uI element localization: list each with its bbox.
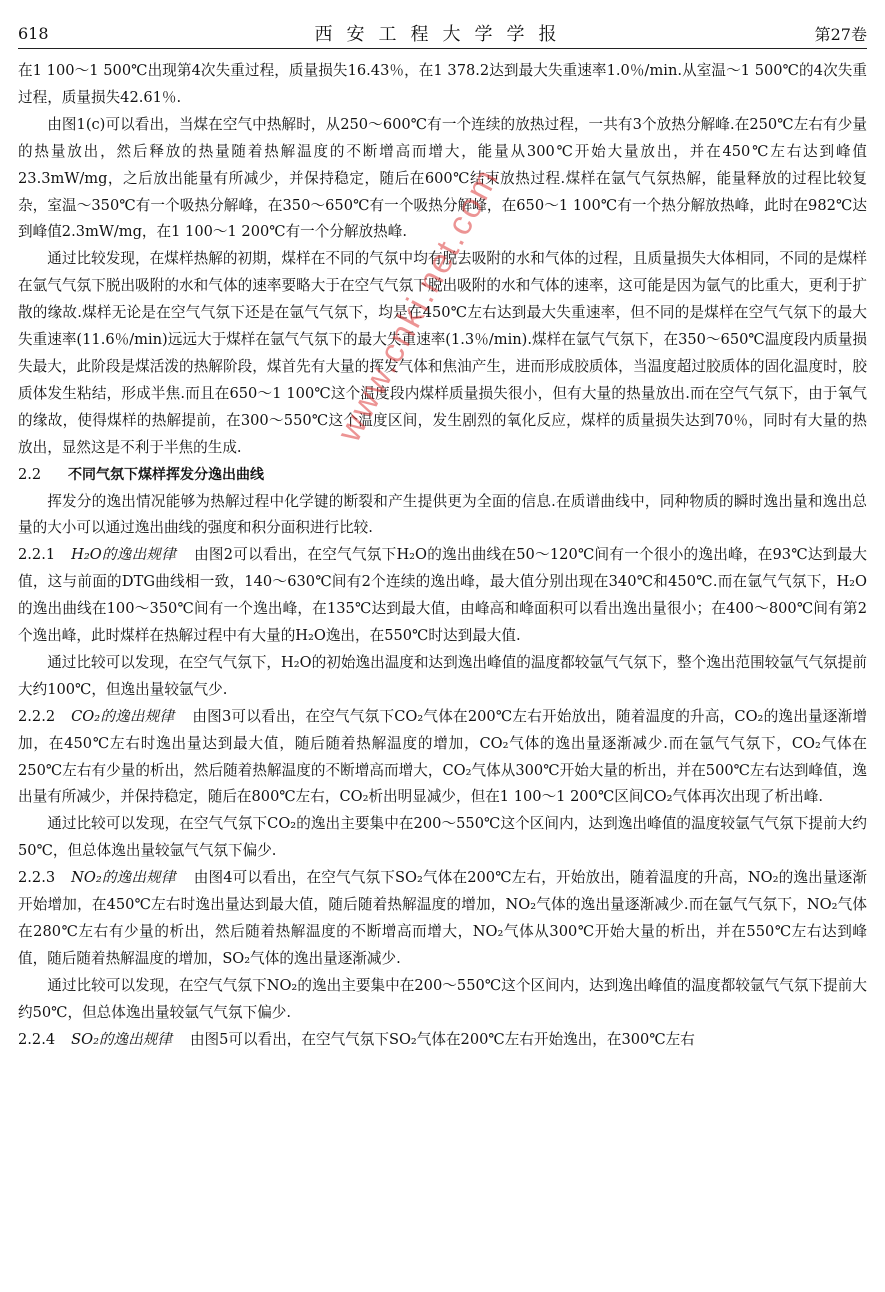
paragraph: 通过比较可以发现，在空气气氛下，H₂O的初始逸出温度和达到逸出峰值的温度都较氩气气氛下，整个逸出范围较氩气气氛提前大约100℃，但逸出量较氩气少. [18, 653, 867, 698]
paragraph: 通过比较可以发现，在空气气氛下CO₂的逸出主要集中在200～550℃这个区间内，达到逸出峰值的温度较氩气气氛下提前大约50℃，但总体逸出量较氩气气氛下偏少. [18, 815, 867, 860]
subsection-number: 2.2.2 [18, 707, 56, 725]
paragraph: 在1 100～1 500℃出现第4次失重过程，质量损失16.43％，在1 378.2达到最大失重速率1.0％/min.从室温～1 500℃的4次失重过程，质量损失42.61％. [18, 62, 867, 106]
subsection-text: 由图2可以看出，在空气气氛下H₂O的逸出曲线在50～120℃间有一个很小的逸出峰，在93℃达到最大值，这与前面的DTG曲线相一致，140～630℃间有2个连续的逸出峰，最大值分别出现在340℃和450℃.而在氩气气氛下，H₂O的逸出曲线在100～350℃间有一个逸出峰，在135℃达到最大值，由峰高和峰面积可以看出逸出量很小；在400～800℃间有第2个逸出峰，此时煤样在热解过程中有大量的H₂O逸出，在550℃时达到最大值. [18, 546, 867, 645]
subsection-title: H₂O的逸出规律 [71, 546, 177, 564]
subsection-paragraph [18, 865, 867, 973]
volume-label: 第27卷 [814, 24, 867, 44]
subsection-paragraph [18, 704, 867, 812]
subsection-text: 由图5可以看出，在空气气氛下SO₂气体在200℃左右开始逸出，在300℃左右 [189, 1030, 695, 1048]
journal-title: 西安工程大学学报 [314, 24, 571, 45]
subsection-paragraph [18, 542, 867, 650]
subsection-number: 2.2.3 [18, 869, 56, 887]
subsection-paragraph [18, 1027, 867, 1054]
watermark: www.cnki.net.com [330, 161, 507, 448]
section-number: 2.2 [18, 465, 42, 483]
subsection-text: 由图4可以看出，在空气气氛下SO₂气体在200℃左右，开始放出，随着温度的升高，NO₂的逸出量逐渐开始增加，在450℃左右时逸出量达到最大值，随后随着热解温度的增加，NO₂气体的逸出量逐渐减少.而在氩气气氛下，NO₂气体在280℃左右有少量的析出，然后随着热解温度的不断增高而增大，NO₂气体从300℃开始大量的析出，并在550℃左右达到峰值，随后随着热解温度的增加，SO₂气体的逸出量逐渐减少. [18, 869, 867, 967]
article-body [18, 58, 867, 1054]
paragraph: 由图1(c)可以看出，当煤在空气中热解时，从250～600℃有一个连续的放热过程，一共有3个放热分解峰.在250℃左右有少量的热量放出，然后释放的热量随着热解温度的不断增高而增大，能量从300℃开始大量放出，并在450℃左右达到峰值23.3mW/mg，之后放出能量有所减少，并保持稳定，随后在600℃结束放热过程.煤样在氩气气氛热解，能量释放的过程比较复杂，室温～350℃有一个吸热分解峰，在350～650℃有一个吸热分解峰，在650～1 100℃有一个热分解放热峰，此时在982℃达到峰值2.3mW/mg，在1 100～1 200℃有一个分解放热峰. [18, 115, 867, 241]
paragraph: 通过比较可以发现，在空气气氛下NO₂的逸出主要集中在200～550℃这个区间内，达到逸出峰值的温度都较氩气气氛下提前大约50℃，但总体逸出量较氩气气氛下偏少. [18, 976, 867, 1021]
page-header [18, 18, 867, 49]
subsection-number: 2.2.1 [18, 546, 56, 564]
subsection-title: NO₂的逸出规律 [71, 869, 176, 887]
page-number: 618 [18, 23, 49, 43]
subsection-title: SO₂的逸出规律 [71, 1030, 172, 1048]
paragraph: 挥发分的逸出情况能够为热解过程中化学键的断裂和产生提供更为全面的信息.在质谱曲线中，同种物质的瞬时逸出量和逸出总量的大小可以通过逸出曲线的强度和积分面积进行比较. [18, 492, 867, 537]
subsection-text: 由图3可以看出，在空气气氛下CO₂气体在200℃左右开始放出，随着温度的升高，CO₂的逸出量逐渐增加，在450℃左右时逸出量达到最大值，随后随着热解温度的增加，CO₂气体的逸出量逐渐减少.而在氩气气氛下，CO₂气体在250℃左右有少量的析出，然后随着热解温度的不断增高而增大，CO₂气体从300℃开始大量的析出，并在500℃左右达到峰值，逸出量有所减少，并保持稳定，随后在800℃左右，CO₂析出明显减少，但在1 100～1 200℃区间CO₂气体再次出现了析出峰. [18, 707, 868, 806]
subsection-number: 2.2.4 [18, 1030, 56, 1048]
paragraph: 通过比较发现，在煤样热解的初期，煤样在不同的气氛中均有脱去吸附的水和气体的过程，且质量损失大体相同，不同的是煤样在氩气气氛下脱出吸附的水和气体的速率要略大于在空气气氛下脱出吸附的水和气体的速率，这可能是因为氩气的比重大，更利于扩散的缘故.煤样无论是在空气气氛下还是在氩气气氛下，均是在450℃左右达到最大失重速率，但不同的是煤样在空气气氛下的最大失重速率(11.6％/min)远远大于煤样在氩气气氛下的最大失重速率(1.3％/min).煤样在氩气气氛下，在350～650℃温度段内质量损失最大，此阶段是煤活泼的热解阶段，煤首先有大量的挥发气体和焦油产生，进而形成胶质体，当温度超过胶质体的固化温度时，胶质体发生粘结，形成半焦.而且在650～1 100℃这个温度段内煤样质量损失很小，但有大量的热量放出.而在空气气氛下，由于氧气的缘故，使得煤样的热解提前，在300～550℃这个温度区间，发生剧烈的氧化反应，煤样的质量损失达到70％，同时有大量的热放出，显然这是不利于半焦的生成. [18, 250, 867, 456]
section-heading [18, 462, 867, 489]
section-title: 不同气氛下煤样挥发分逸出曲线 [68, 466, 264, 483]
subsection-title: CO₂的逸出规律 [71, 707, 175, 725]
